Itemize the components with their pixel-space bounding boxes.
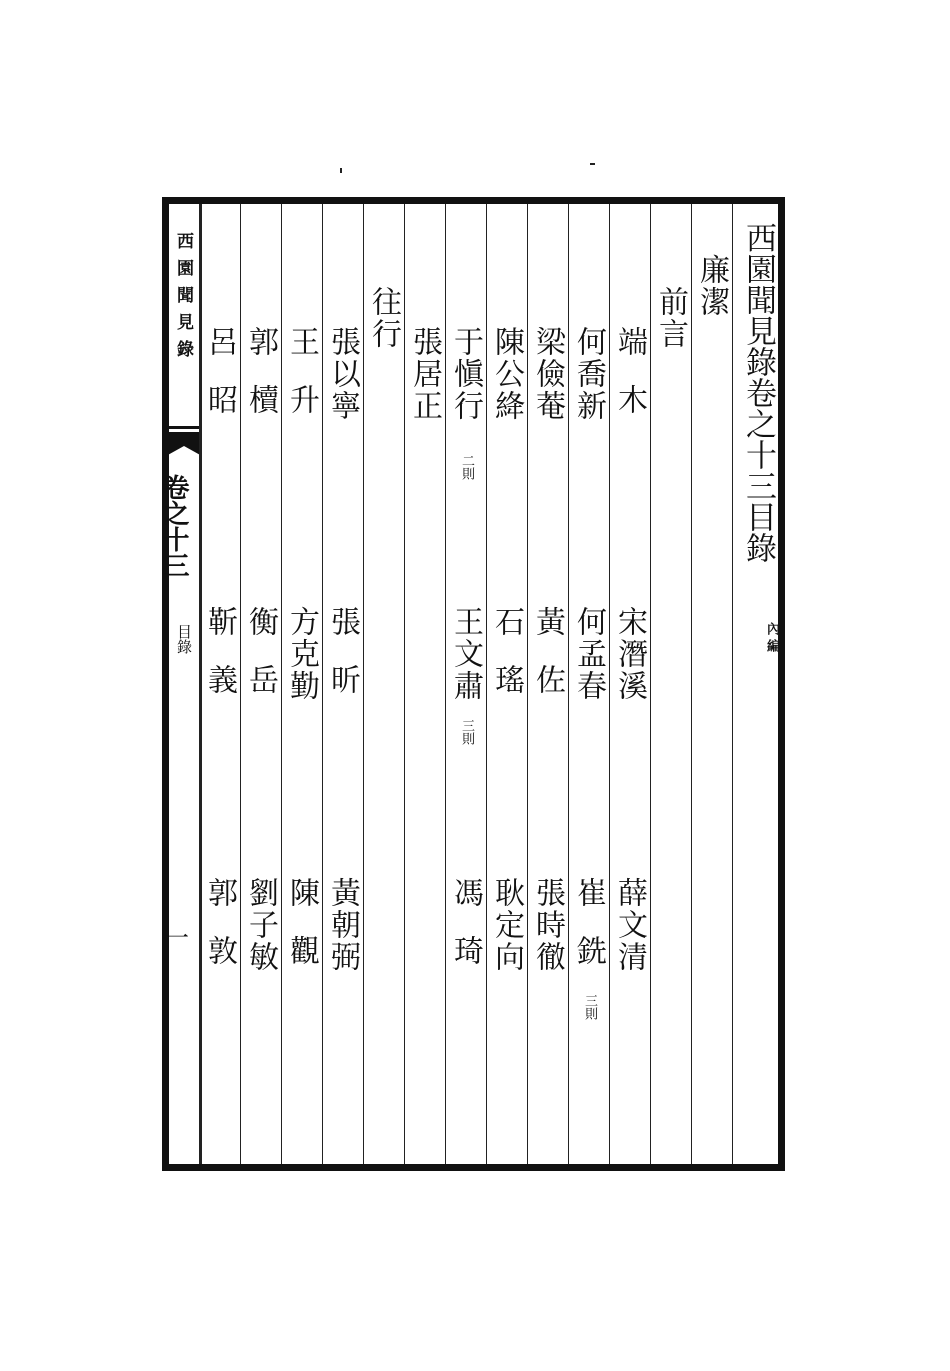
toc-entry: 郭櫝 [243, 326, 278, 442]
entry-note: 二則 [459, 454, 474, 480]
fish-tail-icon [166, 426, 202, 462]
column-rule [732, 204, 733, 1164]
spine-title: 西園聞見錄 [173, 232, 193, 367]
toc-entry: 方克勤 [284, 606, 319, 702]
part-note: 內編 [764, 622, 779, 656]
toc-entry: 張昕 [325, 606, 360, 722]
spine [159, 204, 199, 1164]
toc-entry: 黃佐 [530, 606, 565, 722]
toc-entry: 何孟春 [571, 606, 606, 702]
toc-entry: 陳觀 [284, 877, 319, 993]
toc-entry: 宋潛溪 [612, 606, 647, 702]
toc-entry: 梁儉菴 [530, 326, 565, 422]
spine-section: 目錄 [175, 624, 193, 654]
toc-entry: 張居正 [407, 326, 442, 422]
toc-entry: 呂昭 [202, 326, 237, 442]
page-frame [159, 197, 785, 1171]
spine-chapter: 卷之十三 [159, 474, 189, 578]
spine-page-number: 一 [165, 924, 189, 952]
toc-entry: 廉潔 [694, 254, 729, 318]
toc-entry: 耿定向 [489, 877, 524, 973]
toc-entry: 前言 [653, 286, 688, 350]
toc-entry: 劉子敏 [243, 877, 278, 973]
toc-entry: 石瑤 [489, 606, 524, 722]
entry-note: 三則 [459, 719, 474, 745]
toc-entry: 王升 [284, 326, 319, 442]
toc-entry: 往行 [366, 286, 401, 350]
entry-note: 三則 [582, 994, 597, 1020]
toc-entry: 張時徹 [530, 877, 565, 973]
toc-entry: 郭敦 [202, 877, 237, 993]
speck-mark [340, 168, 342, 173]
toc-entry: 陳公絳 [489, 326, 524, 422]
toc-entry: 于愼行 [448, 326, 483, 422]
toc-entry: 崔銑 [571, 877, 606, 993]
toc-entry: 何喬新 [571, 326, 606, 422]
speck-mark [590, 163, 595, 165]
toc-entry: 薛文清 [612, 877, 647, 973]
toc-entry: 靳義 [202, 606, 237, 722]
toc-entry: 馮琦 [448, 877, 483, 993]
toc-entry: 端木 [612, 326, 647, 442]
toc-entry: 張以寧 [325, 326, 360, 422]
book-title: 西園聞見錄卷之十三目錄 [740, 222, 776, 563]
toc-entry: 黃朝弼 [325, 877, 360, 973]
toc-entry: 王文肅 [448, 606, 483, 702]
toc-entry: 衡岳 [243, 606, 278, 722]
column-rule [691, 204, 692, 1164]
